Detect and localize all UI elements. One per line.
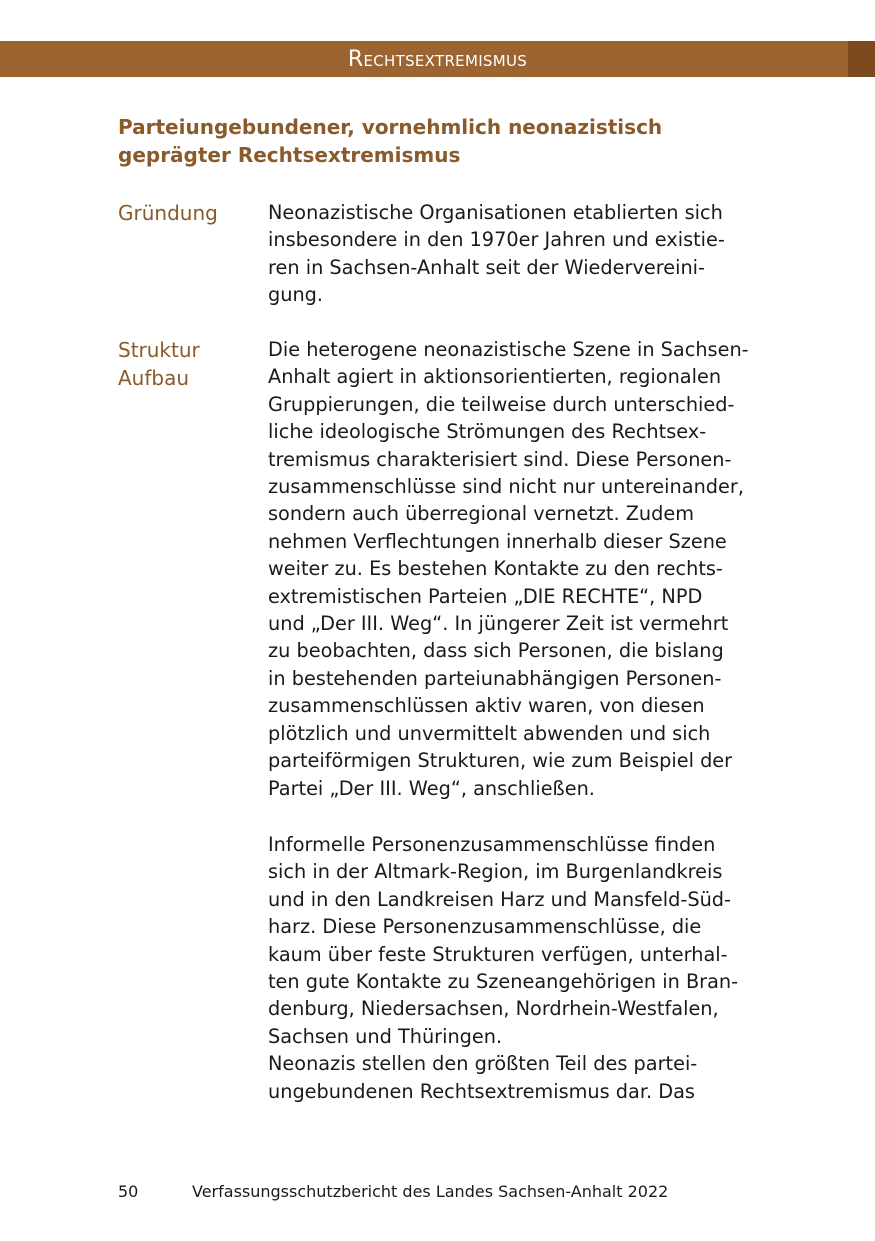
- text-line: ten gute Kontakte zu Szeneangehörigen in Bran-: [268, 970, 739, 994]
- text-line: kaum über feste Strukturen verfügen, unterhal-: [268, 942, 728, 966]
- footer-publication: Verfassungsschutzbericht des Landes Sachsen-Anhalt 2022: [192, 1182, 669, 1201]
- text-gruendung: [268, 199, 725, 309]
- text-line: denburg, Niedersachsen, Nordrhein-Westfalen,: [268, 997, 719, 1021]
- text-line: Sachsen und Thüringen.: [268, 1024, 503, 1048]
- page-number: 50: [118, 1182, 139, 1201]
- text-struktur-paragraph-2: [268, 831, 738, 1105]
- text-line: Die heterogene neonazistische Szene in Sachsen-: [268, 338, 749, 361]
- page-title: Rechtsextremismus: [347, 47, 528, 72]
- subheading-line: Parteiungebundener, vornehmlich neonazistisch: [118, 115, 663, 139]
- text-line: parteiförmigen Strukturen, wie zum Beispiel der: [268, 749, 733, 773]
- label-gruendung: [118, 199, 218, 227]
- text-line: sich in der Altmark-Region, im Burgenlandkreis: [268, 860, 723, 884]
- text-line: ren in Sachsen-Anhalt seit der Wiedervereini-: [268, 255, 705, 279]
- text-line: Partei „Der III. Weg“, anschließen.: [268, 776, 595, 800]
- text-line: extremistischen Parteien „DIE RECHTE“, NPD: [268, 584, 703, 608]
- text-line: ungebundenen Rechtsextremismus dar. Das: [268, 1079, 695, 1103]
- text-line: insbesondere in den 1970er Jahren und existie-: [268, 228, 725, 252]
- text-line: Neonazistische Organisationen etablierten sich: [268, 201, 723, 224]
- label-text: Struktur: [118, 338, 200, 362]
- text-line: plötzlich und unvermittelt abwenden und sich: [268, 721, 711, 745]
- text-line: harz. Diese Personenzusammenschlüsse, die: [268, 915, 702, 939]
- text-line: tremismus charakterisiert sind. Diese Personen-: [268, 447, 732, 471]
- text-line: gung.: [268, 283, 324, 307]
- label-text: Gründung: [118, 201, 218, 225]
- label-struktur-aufbau: [118, 336, 200, 392]
- section-subheading: [118, 113, 738, 169]
- text-line: sondern auch überregional vernetzt. Zudem: [268, 502, 695, 526]
- text-line: weiter zu. Es bestehen Kontakte zu den rechts-: [268, 557, 723, 581]
- text-line: Neonazis stellen den größten Teil des partei-: [268, 1052, 698, 1076]
- text-line: Informelle Personenzusammenschlüsse finden: [268, 833, 716, 856]
- text-line: Anhalt agiert in aktionsorientierten, regionalen: [268, 365, 722, 389]
- text-line: zusammenschlüsse sind nicht nur untereinander,: [268, 475, 744, 499]
- subheading-line: geprägter Rechtsextremismus: [118, 143, 461, 167]
- text-line: Gruppierungen, die teilweise durch unterschied-: [268, 392, 735, 416]
- text-line: und „Der III. Weg“. In jüngerer Zeit ist vermehrt: [268, 612, 729, 636]
- text-line: nehmen Verflechtungen innerhalb dieser Szene: [268, 529, 727, 553]
- text-line: in bestehenden parteiunabhängigen Personen-: [268, 666, 722, 690]
- text-line: liche ideologische Strömungen des Rechtsex-: [268, 420, 707, 444]
- label-text: Aufbau: [118, 366, 190, 390]
- text-struktur-paragraph-1: [268, 336, 749, 802]
- text-line: zusammenschlüssen aktiv waren, von diesen: [268, 694, 705, 718]
- text-line: und in den Landkreisen Harz und Mansfeld-Süd-: [268, 887, 732, 911]
- text-line: zu beobachten, dass sich Personen, die bislang: [268, 639, 724, 663]
